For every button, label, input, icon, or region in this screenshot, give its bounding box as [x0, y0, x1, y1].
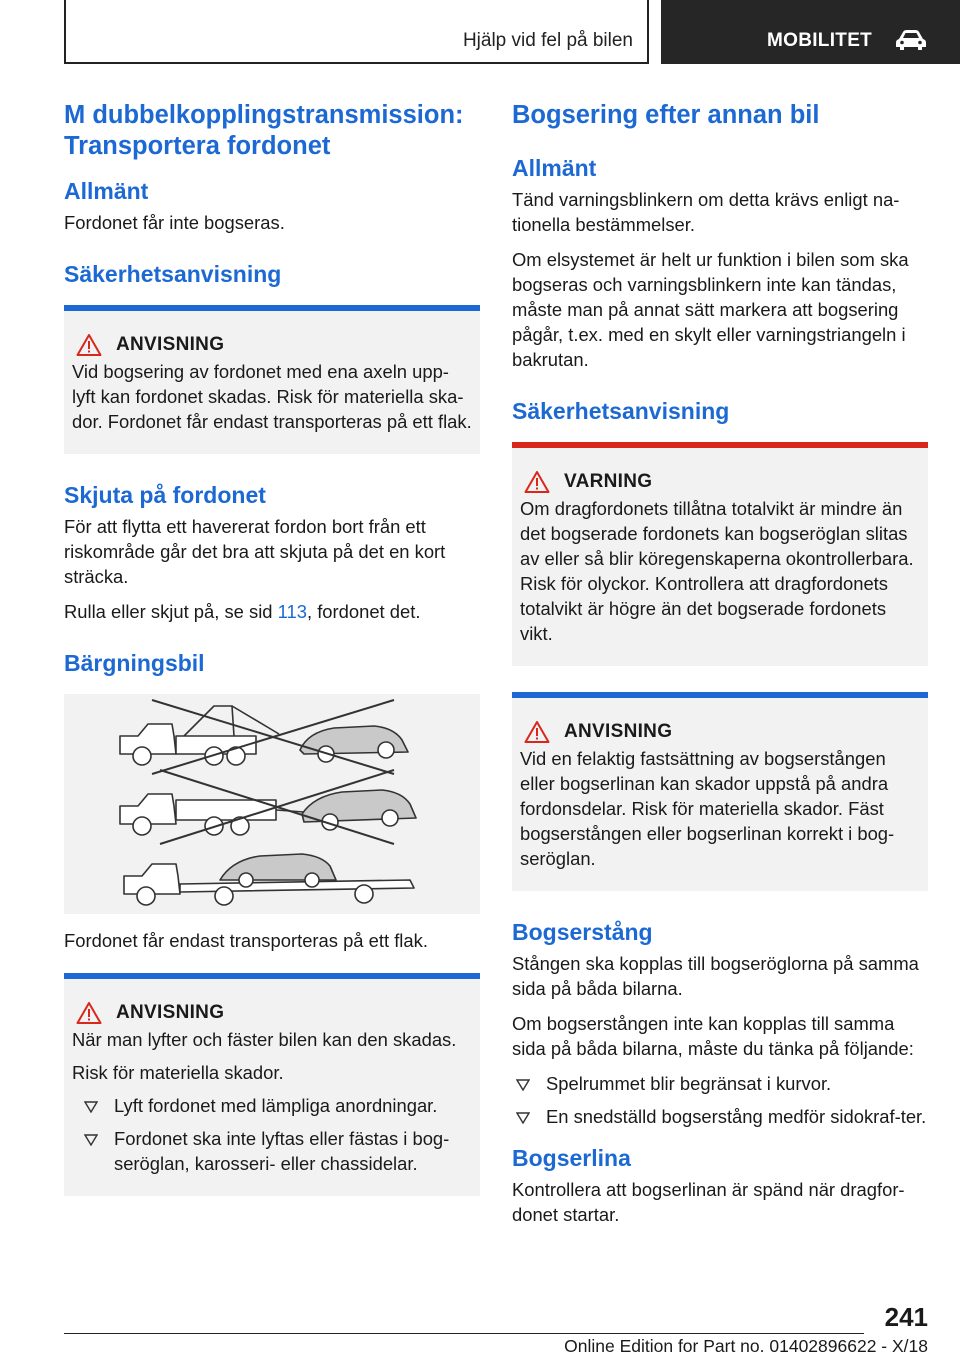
warning-box [512, 442, 928, 666]
notice-box-2 [64, 973, 480, 1196]
warning-triangle-icon [524, 720, 550, 744]
warning-text: Om dragfordonets tillåtna totalvikt är mindre än det bogserade fordonets kan bogseröglan slitas av eller så blir köregenskaperna okontrollerbara. Risk för olyckor. Kontrollera att dragfordonets totalvikt är högre än det bogserade fordonets vikt. [520, 498, 914, 644]
list-item: Fordonet ska inte lyftas eller fästas i bog-seröglan, karosseri- eller chassidelar. [72, 1126, 472, 1176]
header-title: Hjälp vid fel på bilen [462, 30, 633, 51]
triangle-bullet-icon [84, 1134, 98, 1146]
heading-push-vehicle: Skjuta på fordonet [64, 482, 266, 508]
tow-truck-drawing [64, 694, 480, 914]
notice-text-line2: Risk för materiella skador. [72, 1062, 284, 1083]
left-column [64, 100, 480, 1222]
page-link-113[interactable]: 113 [277, 601, 307, 622]
general-text-2: Om elsystemet är helt ur funktion i bilen som ska bogseras och varningsblinkern inte kan tändas, måste man på annat sätt markera att bogsering pågår, t.ex. med en skylt eller varningstriangeln i bakrutan. [512, 249, 909, 370]
notice-box-1 [64, 305, 480, 454]
section-title-transport: M dubbelkopplingstransmission: Transportera fordonet [64, 101, 464, 160]
warning-triangle-icon [76, 333, 102, 357]
footer-divider [64, 1333, 864, 1334]
tow-bar-text-1: Stången ska kopplas till bogseröglorna på samma sida på båda bilarna. [512, 953, 919, 999]
car-icon [895, 29, 927, 51]
triangle-bullet-icon [516, 1112, 530, 1124]
page-number: 241 [884, 1302, 928, 1332]
notice-text-line1: När man lyfter och fäster bilen kan den skadas. [72, 1029, 457, 1050]
notice-list [72, 1093, 472, 1176]
general-text: Fordonet får inte bogseras. [64, 212, 285, 233]
heading-tow-bar: Bogserstång [512, 919, 653, 945]
heading-tow-truck: Bärgningsbil [64, 650, 205, 676]
header-tab-mobility[interactable] [661, 0, 960, 64]
notice-box [512, 692, 928, 891]
notice-title: ANVISNING [564, 721, 673, 742]
right-column [512, 100, 928, 1237]
tow-bar-list [512, 1071, 928, 1129]
notice-text: Vid en felaktig fastsättning av bogserstången eller bogserlinan kan skador uppstå på andra fordonsdelar. Risk för materiella skador. Fäst bogserstången eller bogserlinan korrekt i bog-seröglan. [520, 748, 895, 869]
header-frame [64, 0, 649, 64]
list-item: Lyft fordonet med lämpliga anordningar. [72, 1093, 472, 1118]
notice-title: ANVISNING [116, 1002, 225, 1023]
tow-rope-text: Kontrollera att bogserlinan är spänd när dragfor-donet startar. [512, 1179, 905, 1225]
warning-triangle-icon [76, 1001, 102, 1025]
tow-truck-illustration [64, 694, 480, 914]
list-item: Spelrummet blir begränsat i kurvor. [512, 1071, 928, 1096]
list-item: En snedställd bogserstång medför sidokraf-ter. [512, 1104, 928, 1129]
warning-triangle-icon [524, 470, 550, 494]
heading-general: Allmänt [64, 178, 149, 204]
warning-title: VARNING [564, 471, 653, 492]
notice-text: Vid bogsering av fordonet med ena axeln upp-lyft kan fordonet skadas. Risk för materiella ska-dor. Fordonet får endast transporteras på ett flak. [72, 361, 472, 432]
heading-safety: Säkerhetsanvisning [64, 261, 282, 287]
notice-title: ANVISNING [116, 334, 225, 355]
tow-bar-text-2: Om bogserstången inte kan kopplas till samma sida på båda bilarna, måste du tänka på följande: [512, 1013, 914, 1059]
illustration-caption: Fordonet får endast transporteras på ett flak. [64, 930, 428, 951]
header-tab-label: MOBILITET [767, 30, 873, 51]
general-text-1: Tänd varningsblinkern om detta krävs enligt na-tionella bestämmelser. [512, 189, 900, 235]
footer-edition: Online Edition for Part no. 01402896622 - X/18 [564, 1336, 928, 1356]
heading-tow-rope: Bogserlina [512, 1145, 631, 1171]
heading-safety: Säkerhetsanvisning [512, 398, 730, 424]
heading-general: Allmänt [512, 155, 597, 181]
push-vehicle-text: För att flytta ett havererat fordon bort från ett riskområde går det bra att skjuta på det en kort sträcka. [64, 516, 446, 587]
section-title-towing: Bogsering efter annan bil [512, 101, 820, 129]
push-vehicle-reference: Rulla eller skjut på, se sid 113, fordonet det. [64, 601, 421, 622]
triangle-bullet-icon [84, 1101, 98, 1113]
triangle-bullet-icon [516, 1079, 530, 1091]
